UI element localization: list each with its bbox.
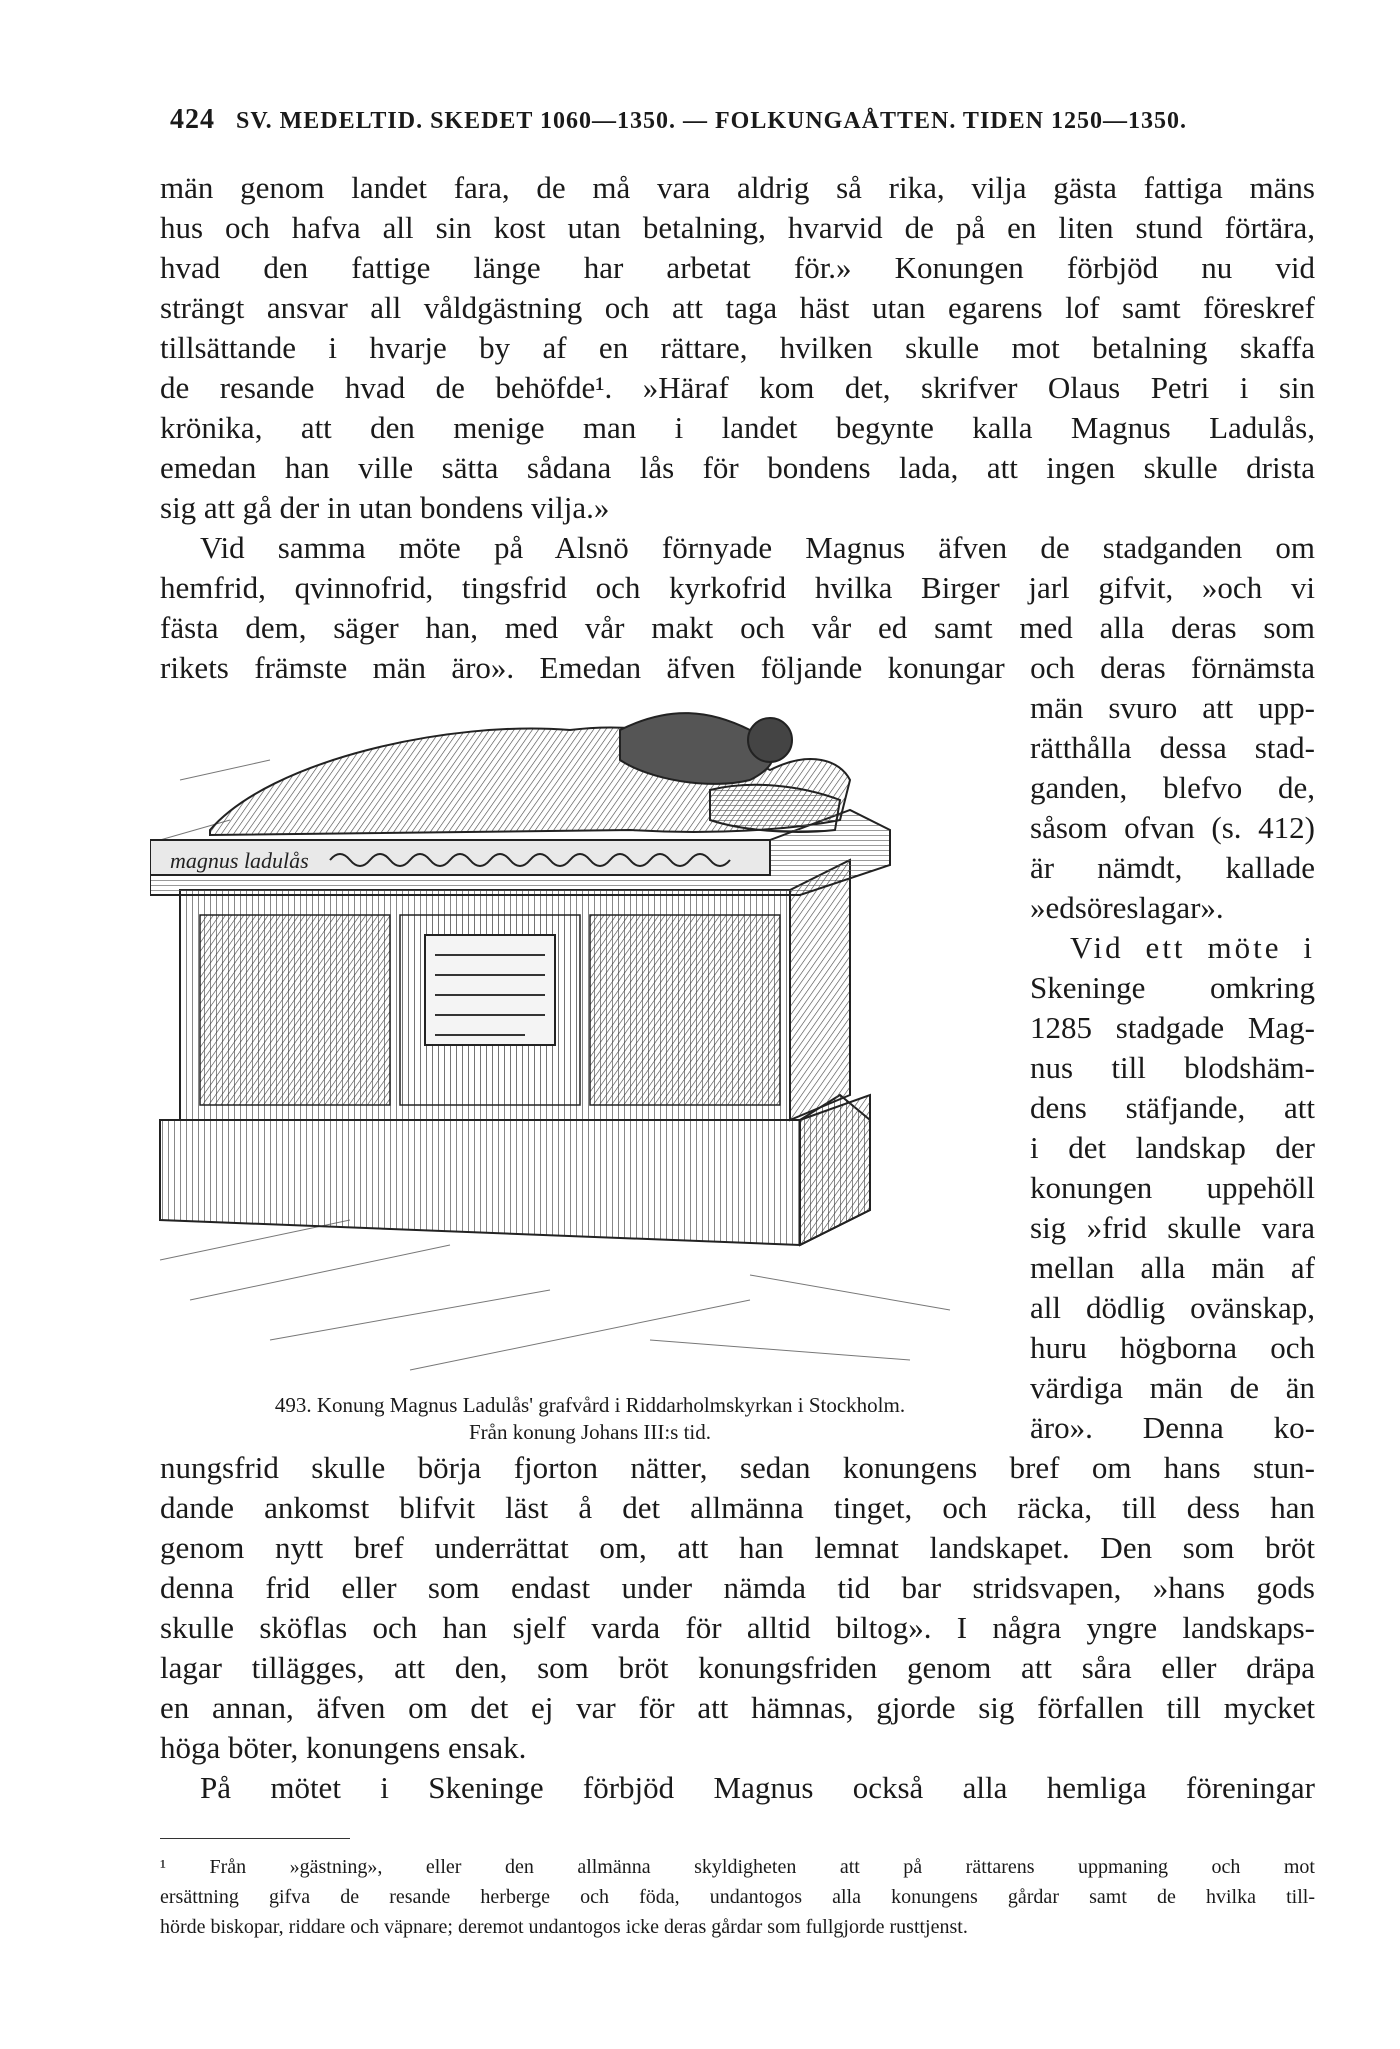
- body-line: män genom landet fara, de må vara aldrig så rika, vilja gästa fattiga mäns: [160, 170, 1315, 205]
- inscription-text: magnus ladulås: [170, 848, 309, 873]
- side-line: i det landskap der: [1030, 1130, 1315, 1165]
- side-line: Skeninge omkring: [1030, 970, 1315, 1005]
- side-line: all dödlig ovänskap,: [1030, 1290, 1315, 1325]
- side-line: såsom ofvan (s. 412): [1030, 810, 1315, 845]
- body-line: en annan, äfven om det ej var för att hämnas, gjorde sig förfallen till mycket: [160, 1690, 1315, 1725]
- side-line: dens stäfjande, att: [1030, 1090, 1315, 1125]
- side-line: äro». Denna ko-: [1030, 1410, 1315, 1445]
- side-line: värdiga män de än: [1030, 1370, 1315, 1405]
- body-line: denna frid eller som endast under nämda tid bar stridsvapen, »hans gods: [160, 1570, 1315, 1605]
- side-line: 1285 stadgade Mag-: [1030, 1010, 1315, 1045]
- body-line: krönika, att den menige man i landet begynte kalla Magnus Ladulås,: [160, 410, 1315, 445]
- body-line: genom nytt bref underrättat om, att han lemnat landskapet. Den som bröt: [160, 1530, 1315, 1565]
- side-line: mellan alla män af: [1030, 1250, 1315, 1285]
- body-line: emedan han ville sätta sådana lås för bondens lada, att ingen skulle drista: [160, 450, 1315, 485]
- body-line: skulle sköflas och han sjelf varda för alltid biltog». I några yngre landskaps-: [160, 1610, 1315, 1645]
- body-line: Vid samma möte på Alsnö förnyade Magnus äfven de stadganden om: [200, 530, 1315, 565]
- side-line: Vid ett möte i: [1070, 930, 1315, 965]
- figure-caption: 493. Konung Magnus Ladulås' grafvård i Riddarholmskyrkan i Stockholm.: [274, 1393, 906, 1417]
- footnote-line: ersättning gifva de resande herberge och föda, undantogos alla konungens gårdar samt de hvilka till-: [160, 1886, 1315, 1908]
- side-line: rätthålla dessa stad-: [1030, 730, 1315, 765]
- body-line: dande ankomst blifvit läst å det allmänna tinget, och räcka, till dess han: [160, 1490, 1315, 1525]
- body-line: höga böter, konungens ensak.: [160, 1730, 527, 1765]
- footnote-rule: [160, 1838, 350, 1839]
- body-line: strängt ansvar all våldgästning och att taga häst utan egarens lof samt föreskref: [160, 290, 1315, 325]
- running-header: [170, 104, 1320, 136]
- body-line: hemfrid, qvinnofrid, tingsfrid och kyrkofrid hvilka Birger jarl gifvit, »och vi: [160, 570, 1315, 605]
- figure-caption-sub: Från konung Johans III:s tid.: [468, 1420, 712, 1444]
- side-line: konungen uppehöll: [1030, 1170, 1315, 1205]
- body-line: de resande hvad de behöfde¹. »Häraf kom det, skrifver Olaus Petri i sin: [160, 370, 1315, 405]
- body-line: rikets främste män äro». Emedan äfven följande konungar och deras förnämsta: [160, 650, 1315, 685]
- page-number: 424: [170, 104, 215, 135]
- side-line: huru högborna och: [1030, 1330, 1315, 1365]
- side-line: »edsöreslagar».: [1030, 890, 1224, 925]
- side-line: ganden, blefvo de,: [1030, 770, 1315, 805]
- body-line: nungsfrid skulle börja fjorton nätter, sedan konungens bref om hans stun-: [160, 1450, 1315, 1485]
- running-title: SV. MEDELTID. SKEDET 1060—1350. — FOLKUNGAÅTTEN. TIDEN 1250—1350.: [236, 108, 1187, 134]
- body-line: lagar tillägges, att den, som bröt konungsfriden genom att såra eller dräpa: [160, 1650, 1315, 1685]
- side-line: män svuro att upp-: [1030, 690, 1315, 725]
- side-line: sig »frid skulle vara: [1030, 1210, 1315, 1245]
- footnote-line: hörde biskopar, riddare och väpnare; deremot undantogos icke deras gårdar som fullgjorde rusttjenst.: [160, 1916, 968, 1938]
- body-line: hvad den fattige länge har arbetat för.» Konungen förbjöd nu vid: [160, 250, 1315, 285]
- tomb-illustration: [150, 700, 1010, 1390]
- side-line: är nämdt, kallade: [1030, 850, 1315, 885]
- body-line: tillsättande i hvarje by af en rättare, hvilken skulle mot betalning skaffa: [160, 330, 1315, 365]
- body-line: hus och hafva all sin kost utan betalning, hvarvid de på en liten stund förtära,: [160, 210, 1315, 245]
- body-line: sig att gå der in utan bondens vilja.»: [160, 490, 610, 525]
- body-line: På mötet i Skeninge förbjöd Magnus också alla hemliga föreningar: [200, 1770, 1315, 1805]
- side-line: nus till blodshäm-: [1030, 1050, 1315, 1085]
- footnote-line: ¹ Från »gästning», eller den allmänna skyldigheten att på rättarens uppmaning och mot: [160, 1856, 1315, 1878]
- body-line: fästa dem, säger han, med vår makt och vår ed samt med alla deras som: [160, 610, 1315, 645]
